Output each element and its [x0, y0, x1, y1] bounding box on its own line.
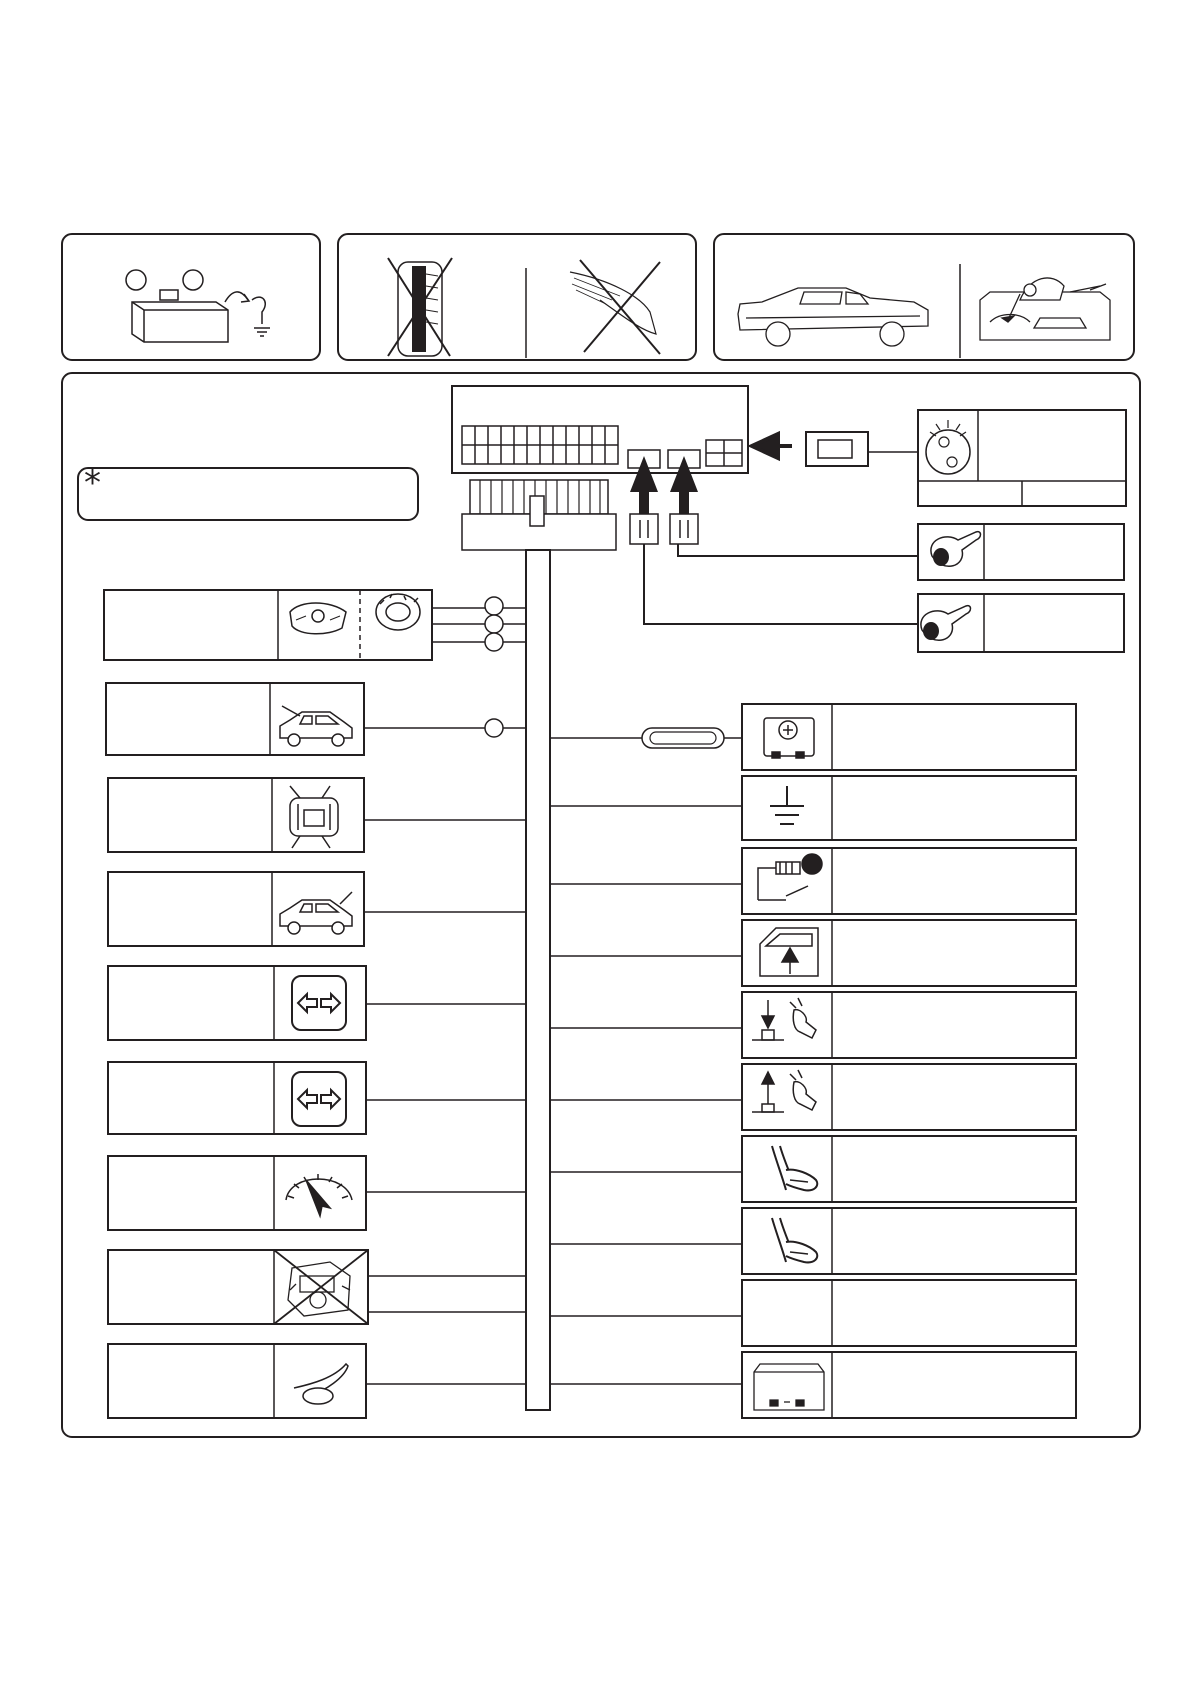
- harness-plug: [462, 480, 616, 550]
- note-box: [78, 463, 418, 520]
- led-box-1: [918, 524, 1124, 580]
- engine-immobilizer-box: [108, 1250, 368, 1324]
- ground-box: [742, 776, 1076, 840]
- door-handle-box: [742, 1208, 1076, 1274]
- battery-plus-icon: [764, 718, 814, 758]
- speedometer-box: [108, 1156, 366, 1230]
- window-lift-box: [742, 920, 1076, 986]
- horn-box: [108, 1344, 366, 1418]
- battery-icon: [132, 290, 270, 342]
- hood-switch-box: [106, 683, 364, 755]
- siren-icon: [376, 594, 420, 630]
- indicator-box: [108, 1062, 366, 1134]
- wire-cut-icon: [570, 260, 660, 354]
- connector-pin-block: [462, 426, 618, 464]
- led-wire: [678, 544, 918, 556]
- lock-close-box: [742, 992, 1076, 1058]
- led-connector: [630, 514, 698, 544]
- drill-bit-icon: [388, 258, 452, 356]
- vehicle-mounting-panel: [714, 234, 1134, 360]
- lock-open-box: [742, 1064, 1076, 1130]
- receiver-box: [918, 410, 1126, 506]
- auxiliary-box: [742, 1280, 1076, 1346]
- indicator-box: [108, 966, 366, 1040]
- note-asterisk: *: [84, 463, 101, 503]
- wire-terminal: [485, 719, 503, 737]
- siren-wires: [432, 608, 526, 642]
- window-up-icon: [760, 928, 818, 976]
- antenna-plug: [752, 432, 918, 466]
- battery-disconnect-panel: [62, 234, 320, 360]
- control-box-box: [742, 1352, 1076, 1418]
- wire-terminal: [485, 633, 503, 651]
- wire-terminal: [485, 615, 503, 633]
- fuse: [550, 728, 742, 748]
- door-handle-box: [742, 1136, 1076, 1202]
- led-box-2: [918, 594, 1124, 652]
- control-box-icon: [754, 1364, 824, 1410]
- car-interior-sensor-icon: [980, 278, 1110, 340]
- no-drilling-no-cutting-panel: [338, 234, 696, 360]
- trunk-switch-box: [108, 872, 364, 946]
- ignition-box: [742, 848, 1076, 914]
- sedan-icon: [738, 288, 928, 346]
- siren-sensor-box: [104, 590, 432, 660]
- door-switch-box: [108, 778, 364, 852]
- shock-sensor-icon: [290, 603, 346, 634]
- harness-trunk: [526, 550, 550, 1410]
- battery-plus-box: [742, 704, 1076, 770]
- wire-terminal: [485, 597, 503, 615]
- control-unit: [452, 386, 748, 473]
